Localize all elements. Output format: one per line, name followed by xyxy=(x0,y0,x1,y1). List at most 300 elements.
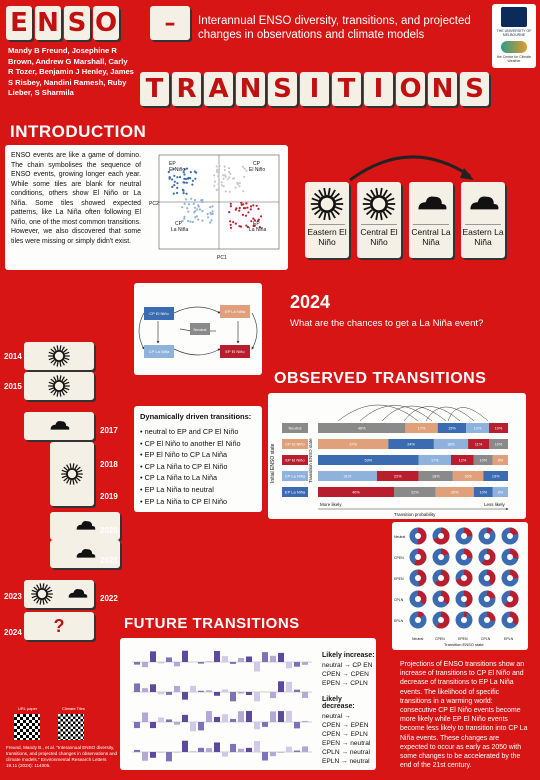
scatter-point xyxy=(188,177,190,179)
scatter-point xyxy=(243,207,245,209)
future-bar xyxy=(206,711,212,722)
dynamic-heading: Dynamically driven transitions: xyxy=(140,412,252,421)
cp-nino-label2: El Niño xyxy=(249,167,266,173)
future-bar xyxy=(270,752,276,756)
scatter-point xyxy=(195,172,197,174)
obs-row-label: EP La Niña xyxy=(284,489,306,495)
obs-row-label: CP El Niño xyxy=(285,441,305,447)
pie-center xyxy=(461,617,467,623)
future-bar xyxy=(222,752,228,757)
future-bar xyxy=(190,686,196,692)
pie-col-label: CPEN xyxy=(435,637,445,641)
future-bar xyxy=(198,748,204,752)
scatter-point xyxy=(252,204,254,206)
decrease-item: EPEN → neutral xyxy=(322,740,371,747)
scatter-point xyxy=(224,169,226,171)
qr-right-label: Climate Tiles xyxy=(62,706,85,711)
scatter-point xyxy=(176,187,178,189)
future-bar xyxy=(230,662,236,664)
pie-center xyxy=(507,596,513,602)
pc1-label: PC1 xyxy=(217,255,227,261)
intro-panel xyxy=(5,145,288,270)
introduction-heading: INTRODUCTION xyxy=(10,122,147,141)
future-bar xyxy=(182,715,188,722)
qr-code-paper[interactable] xyxy=(14,714,40,740)
enso-type-label: Central El Niño xyxy=(360,227,398,247)
scatter-point xyxy=(184,216,186,218)
future-bar xyxy=(262,752,268,761)
obs-row-label: Neutral xyxy=(288,425,302,431)
future-bar xyxy=(214,651,220,662)
obs-transition-arc xyxy=(382,406,446,421)
scatter-point xyxy=(245,202,247,204)
scatter-point xyxy=(245,170,247,172)
pc2-label: PC2 xyxy=(149,201,159,207)
future-bar xyxy=(150,722,156,728)
increase-heading: Likely increase: xyxy=(322,652,375,659)
future-bar xyxy=(286,747,292,752)
scatter-point xyxy=(187,211,189,213)
transitions-letter-tile: S xyxy=(460,72,489,106)
scatter-point xyxy=(246,207,248,209)
future-bar xyxy=(150,684,156,692)
scatter-point xyxy=(201,210,203,212)
scatter-point xyxy=(199,208,201,210)
future-bar xyxy=(206,661,212,662)
scatter-point xyxy=(252,218,254,220)
title-dash-tile: – xyxy=(150,6,190,40)
transitions-letter-tile: I xyxy=(300,72,329,106)
timeline-domino xyxy=(50,442,94,506)
scatter-point xyxy=(216,165,218,167)
future-bar xyxy=(142,712,148,722)
future-bar-chart xyxy=(122,640,316,768)
scatter-point xyxy=(260,215,262,217)
future-bar xyxy=(150,651,156,662)
scatter-point xyxy=(228,171,230,173)
timeline-year: 2021 xyxy=(100,556,118,565)
pie-row-label: CPLN xyxy=(394,598,404,602)
pie-center xyxy=(507,575,513,581)
enso-type-tiles xyxy=(305,182,505,258)
timeline-domino xyxy=(24,580,94,608)
timeline-year: 2018 xyxy=(100,460,118,469)
future-bar xyxy=(286,682,292,692)
future-bar xyxy=(254,692,260,701)
cloud-icon xyxy=(65,582,89,606)
authors: Mandy B Freund, Josephine R Brown, Andrew G Marshall, Carly R Tozer, Benjamin J Henley, James S Risbey, Nandini Ramesh, Ruby Lieber, S Sharmila xyxy=(8,46,134,98)
increase-item: EPEN → CPLN xyxy=(322,680,368,687)
scatter-point xyxy=(194,207,196,209)
future-bar xyxy=(246,692,252,695)
scatter-point xyxy=(201,220,203,222)
obs-more: More likely xyxy=(320,502,342,507)
title-letter-tile: O xyxy=(94,8,118,38)
future-bar xyxy=(142,688,148,692)
tile-divider xyxy=(361,224,397,225)
scatter-point xyxy=(188,203,190,205)
question-year: 2024 xyxy=(290,292,331,312)
obs-bar-value: 37% xyxy=(349,442,357,447)
scatter-point xyxy=(229,191,231,193)
future-bar xyxy=(142,752,148,761)
pie-center xyxy=(438,575,444,581)
future-bar xyxy=(278,653,284,662)
scatter-point xyxy=(237,183,239,185)
scatter-point xyxy=(238,185,240,187)
scatter-point xyxy=(201,201,203,203)
decrease-item: CPLN → neutral xyxy=(322,749,371,756)
future-bar xyxy=(230,744,236,752)
observed-heading: OBSERVED TRANSITIONS xyxy=(274,370,487,387)
scatter-point xyxy=(230,205,232,207)
obs-bar-value: 53% xyxy=(364,458,373,463)
obs-ylabel: Initial ENSO state xyxy=(270,443,276,483)
scatter-point xyxy=(174,181,176,183)
dynamic-item: • CP La Niña to La Niña xyxy=(140,473,256,482)
obs-bar-value: 46% xyxy=(357,426,366,431)
enso-type-tile xyxy=(409,182,453,258)
enso-type-label: Eastern La Niña xyxy=(462,227,504,247)
pie-center xyxy=(438,617,444,623)
pie-center xyxy=(484,596,490,602)
future-bar xyxy=(150,752,156,758)
title-enso xyxy=(6,6,119,40)
scatter-point xyxy=(247,211,249,213)
transition-network xyxy=(134,283,262,375)
scatter-point xyxy=(240,202,242,204)
pie-center xyxy=(484,617,490,623)
pie-col-label: EPLN xyxy=(504,637,514,641)
timeline-domino xyxy=(24,612,94,640)
future-bar xyxy=(246,748,252,752)
sun-icon xyxy=(309,186,345,222)
future-bar xyxy=(230,719,236,722)
unknown-year-mark: ? xyxy=(53,615,65,636)
obs-bar-value: 31% xyxy=(343,474,352,479)
dynamic-item: • EP El Niño to CP La Niña xyxy=(140,450,256,459)
future-bar xyxy=(134,683,140,692)
scatter-point xyxy=(238,210,240,212)
pie-row-label: CPEN xyxy=(394,556,404,560)
scatter-point xyxy=(186,207,188,209)
pc-scatter-plot xyxy=(145,153,283,263)
future-conclusion: Projections of ENSO transitions show an increase of transitions to CP El Niño and decrease of transitions to EP La Niña events. The likelihood of specific transitions in a warming world: consecutive CP El Niño events become more likely while EP El Niño events become less likely to transition into CP La Niña events. These changes are expected to occur as early as 2050 with some changes to be accelerated by the end of the 21st century. xyxy=(400,661,528,770)
future-bar xyxy=(158,752,164,753)
scatter-point xyxy=(193,203,195,205)
pie-center xyxy=(415,575,421,581)
scatter-point xyxy=(228,167,230,169)
obs-row-label: CP La Niña xyxy=(284,473,306,479)
future-bar xyxy=(278,681,284,692)
future-heading: FUTURE TRANSITIONS xyxy=(124,615,300,632)
enso-type-tile xyxy=(305,182,349,258)
dynamic-item: • EP La Niña to CP El Niño xyxy=(140,497,256,506)
obs-bar-value: 12% xyxy=(458,458,467,463)
obs-bar-value: 24% xyxy=(407,442,415,447)
obs-bar-value: 17% xyxy=(417,426,426,431)
timeline-domino xyxy=(24,342,94,370)
future-bar xyxy=(198,691,204,692)
node-label-3: EP El Niño xyxy=(225,349,245,354)
future-bar xyxy=(182,741,188,752)
decrease-item: CPEN → EPLN xyxy=(322,731,368,738)
scatter-point xyxy=(173,193,175,195)
increase-item: CPEN → CPEN xyxy=(322,671,369,678)
scatter-point xyxy=(214,181,216,183)
scatter-point xyxy=(190,198,192,200)
obs-transition-arc xyxy=(426,407,474,421)
obs-bar-value: 11% xyxy=(474,442,483,447)
pie-center xyxy=(461,533,467,539)
scatter-point xyxy=(179,176,181,178)
pie-center xyxy=(438,596,444,602)
future-bar xyxy=(294,662,300,667)
scatter-point xyxy=(229,173,231,175)
scatter-point xyxy=(244,168,246,170)
future-bar xyxy=(294,722,300,728)
timeline-domino xyxy=(24,372,94,400)
obs-bar-value: 22% xyxy=(411,490,419,495)
scatter-point xyxy=(242,214,244,216)
scatter-point xyxy=(217,175,219,177)
ep-nina-label: EP xyxy=(253,221,260,227)
future-bar xyxy=(246,711,252,722)
scatter-point xyxy=(192,180,194,182)
uni-logo-text: THE UNIVERSITY OF MELBOURNE xyxy=(496,29,532,37)
sun-icon xyxy=(60,462,84,486)
future-bar xyxy=(158,717,164,722)
scatter-point xyxy=(194,199,196,201)
cloud-icon xyxy=(73,542,97,566)
future-bar xyxy=(166,692,172,695)
future-bar xyxy=(302,721,308,722)
scatter-point xyxy=(186,168,188,170)
title-letter-tile: E xyxy=(6,6,32,40)
pie-center xyxy=(438,533,444,539)
scatter-point xyxy=(182,181,184,183)
scatter-point xyxy=(213,185,215,187)
scatter-point xyxy=(194,178,196,180)
scatter-point xyxy=(191,184,193,186)
future-bar xyxy=(182,651,188,662)
increase-item: neutral → CP EN xyxy=(322,662,373,669)
future-bar xyxy=(302,692,308,698)
scatter-point xyxy=(250,208,252,210)
obs-bar-value: 10% xyxy=(494,426,503,431)
pie-row-label: Neutral xyxy=(394,535,406,539)
future-bar xyxy=(262,722,268,727)
scatter-point xyxy=(187,220,189,222)
pie-center xyxy=(507,533,513,539)
transitions-letter-tile: N xyxy=(428,72,457,106)
obs-bar-value: 22% xyxy=(393,474,402,479)
sun-icon xyxy=(30,582,54,606)
scatter-point xyxy=(221,184,223,186)
transitions-letter-tile: I xyxy=(364,72,393,106)
sun-icon xyxy=(361,186,397,222)
transitions-letter-tile: R xyxy=(172,72,201,106)
pie-center xyxy=(484,575,490,581)
ep-nino-label2: El Niño xyxy=(169,167,186,173)
scatter-point xyxy=(219,165,221,167)
obs-xlabel: Transition probability xyxy=(394,512,436,517)
pie-center xyxy=(507,554,513,560)
pie-row-label: EPLN xyxy=(394,619,404,623)
obs-transition-arc xyxy=(448,408,488,422)
obs-bar-value: 15% xyxy=(448,426,456,431)
pie-grid xyxy=(392,522,528,650)
obs-bar-value: 40% xyxy=(352,490,360,495)
scatter-point xyxy=(240,226,242,228)
transitions-letter-tile: T xyxy=(332,72,361,106)
scatter-point xyxy=(173,175,175,177)
scatter-point xyxy=(235,187,237,189)
scatter-point xyxy=(185,198,187,200)
future-bar xyxy=(198,722,204,730)
future-bar xyxy=(262,652,268,662)
future-bar xyxy=(166,719,172,722)
scatter-point xyxy=(190,171,192,173)
title-letter-tile: N xyxy=(35,6,61,40)
obs-bar-value: 16% xyxy=(464,474,472,479)
network-panel xyxy=(134,283,262,375)
pie-center xyxy=(438,554,444,560)
future-bar xyxy=(270,656,276,662)
pie-xlabel: Transition ENSO state xyxy=(444,642,484,647)
future-bar xyxy=(222,689,228,692)
future-bar xyxy=(174,686,180,692)
pie-center xyxy=(415,533,421,539)
future-bar xyxy=(214,692,220,696)
transitions-letter-tile: A xyxy=(204,72,233,106)
future-bar xyxy=(198,662,204,664)
scatter-point xyxy=(222,178,224,180)
scatter-point xyxy=(183,192,185,194)
scatter-point xyxy=(196,208,198,210)
scatter-point xyxy=(245,215,247,217)
obs-bar-value: 17% xyxy=(431,458,439,463)
scatter-point xyxy=(212,210,214,212)
timeline-year: 2017 xyxy=(100,426,118,435)
decrease-list xyxy=(322,712,376,766)
obs-ylabel2: Transition ENSO state xyxy=(308,438,313,483)
types-arrow xyxy=(340,142,480,184)
timeline-year: 2022 xyxy=(100,594,118,603)
scatter-point xyxy=(232,221,234,223)
future-bar xyxy=(166,752,172,761)
node-label-0: CP El Niño xyxy=(149,311,169,316)
transitions-letter-tile: N xyxy=(236,72,265,106)
pie-center xyxy=(461,596,467,602)
future-bar xyxy=(302,746,308,752)
enso-type-tile xyxy=(461,182,505,258)
cp-nino-label: CP xyxy=(253,161,260,167)
pie-col-label: CPLN xyxy=(481,637,491,641)
node-label-4: CP La Niña xyxy=(148,349,170,354)
future-bar xyxy=(206,690,212,692)
node-label-1: Neutral xyxy=(193,327,207,332)
pie-center xyxy=(415,617,421,623)
scatter-point xyxy=(216,169,218,171)
scatter-point xyxy=(171,186,173,188)
scatter-point xyxy=(217,183,219,185)
scatter-point xyxy=(221,181,223,183)
future-bar xyxy=(270,711,276,722)
dynamic-panel xyxy=(134,406,262,512)
obs-row-label: EP El Niño xyxy=(285,457,305,463)
future-bar xyxy=(214,742,220,752)
intro-text: ENSO events are like a game of domino. The chain symbolises the sequence of ENSO events, growing longer each year. While some tiles are blank for neutral conditions, others show El Niño or La Niña. Some tiles showed expected patterns, like La Niña often following El Niño, one of the most common transitions. However, we also discovered that some tiles were missing or simply didn't exist. xyxy=(11,152,141,245)
scatter-point xyxy=(169,176,171,178)
obs-bar-value: 10% xyxy=(494,442,503,447)
future-bar xyxy=(294,751,300,752)
pie-center xyxy=(507,617,513,623)
scatter-point xyxy=(211,205,213,207)
logo-panel xyxy=(492,4,536,68)
scatter-point xyxy=(225,176,227,178)
scatter-point xyxy=(229,220,231,222)
future-bar xyxy=(166,657,172,662)
obs-bar-value: 10% xyxy=(479,458,488,463)
obs-bar-value: 10% xyxy=(479,490,488,495)
dynamic-item: • CP La Niña to CP El Niño xyxy=(140,462,256,471)
future-bar xyxy=(206,748,212,752)
tile-divider xyxy=(309,224,345,225)
pie-center xyxy=(415,554,421,560)
future-bar xyxy=(134,722,140,728)
pie-panel xyxy=(392,522,528,650)
future-bar xyxy=(294,690,300,692)
scatter-point xyxy=(176,182,178,184)
scatter-point xyxy=(243,176,245,178)
future-bar xyxy=(158,692,164,694)
decrease-item: EPLN → neutral xyxy=(322,758,370,765)
title-transitions xyxy=(140,72,489,106)
future-bar xyxy=(182,692,188,700)
scatter-point xyxy=(245,225,247,227)
obs-bar-value: 20% xyxy=(450,490,459,495)
future-bar xyxy=(222,714,228,722)
future-bar xyxy=(254,662,260,672)
qr-code-tiles[interactable] xyxy=(58,714,84,740)
decrease-item: neutral → xyxy=(322,713,351,720)
dynamic-list xyxy=(140,427,256,506)
scatter-point xyxy=(210,219,212,221)
timeline-year: 2014 xyxy=(4,352,22,361)
future-bar xyxy=(270,692,276,698)
scatter-point xyxy=(230,203,232,205)
centre-logo xyxy=(501,41,527,53)
future-bar xyxy=(278,711,284,722)
scatter-point xyxy=(189,221,191,223)
timeline-domino xyxy=(24,412,94,440)
timeline-year: 2015 xyxy=(4,382,22,391)
scatter-point xyxy=(185,178,187,180)
future-bar xyxy=(134,662,140,665)
scatter-point xyxy=(183,173,185,175)
future-bar xyxy=(134,750,140,752)
scatter-point xyxy=(242,166,244,168)
increase-list xyxy=(322,661,376,688)
scatter-point xyxy=(256,205,258,207)
scatter-point xyxy=(241,204,243,206)
scatter-point xyxy=(173,184,175,186)
future-bar xyxy=(238,692,244,694)
transitions-letter-tile: T xyxy=(140,72,169,106)
scatter-point xyxy=(233,177,235,179)
citation: Freund, Mandy B., et al. "Interannual ENSO diversity, transitions, and projected changes in observations and climate models." Environmental Research Letters 19.11 (2024): 114005. xyxy=(6,745,118,768)
